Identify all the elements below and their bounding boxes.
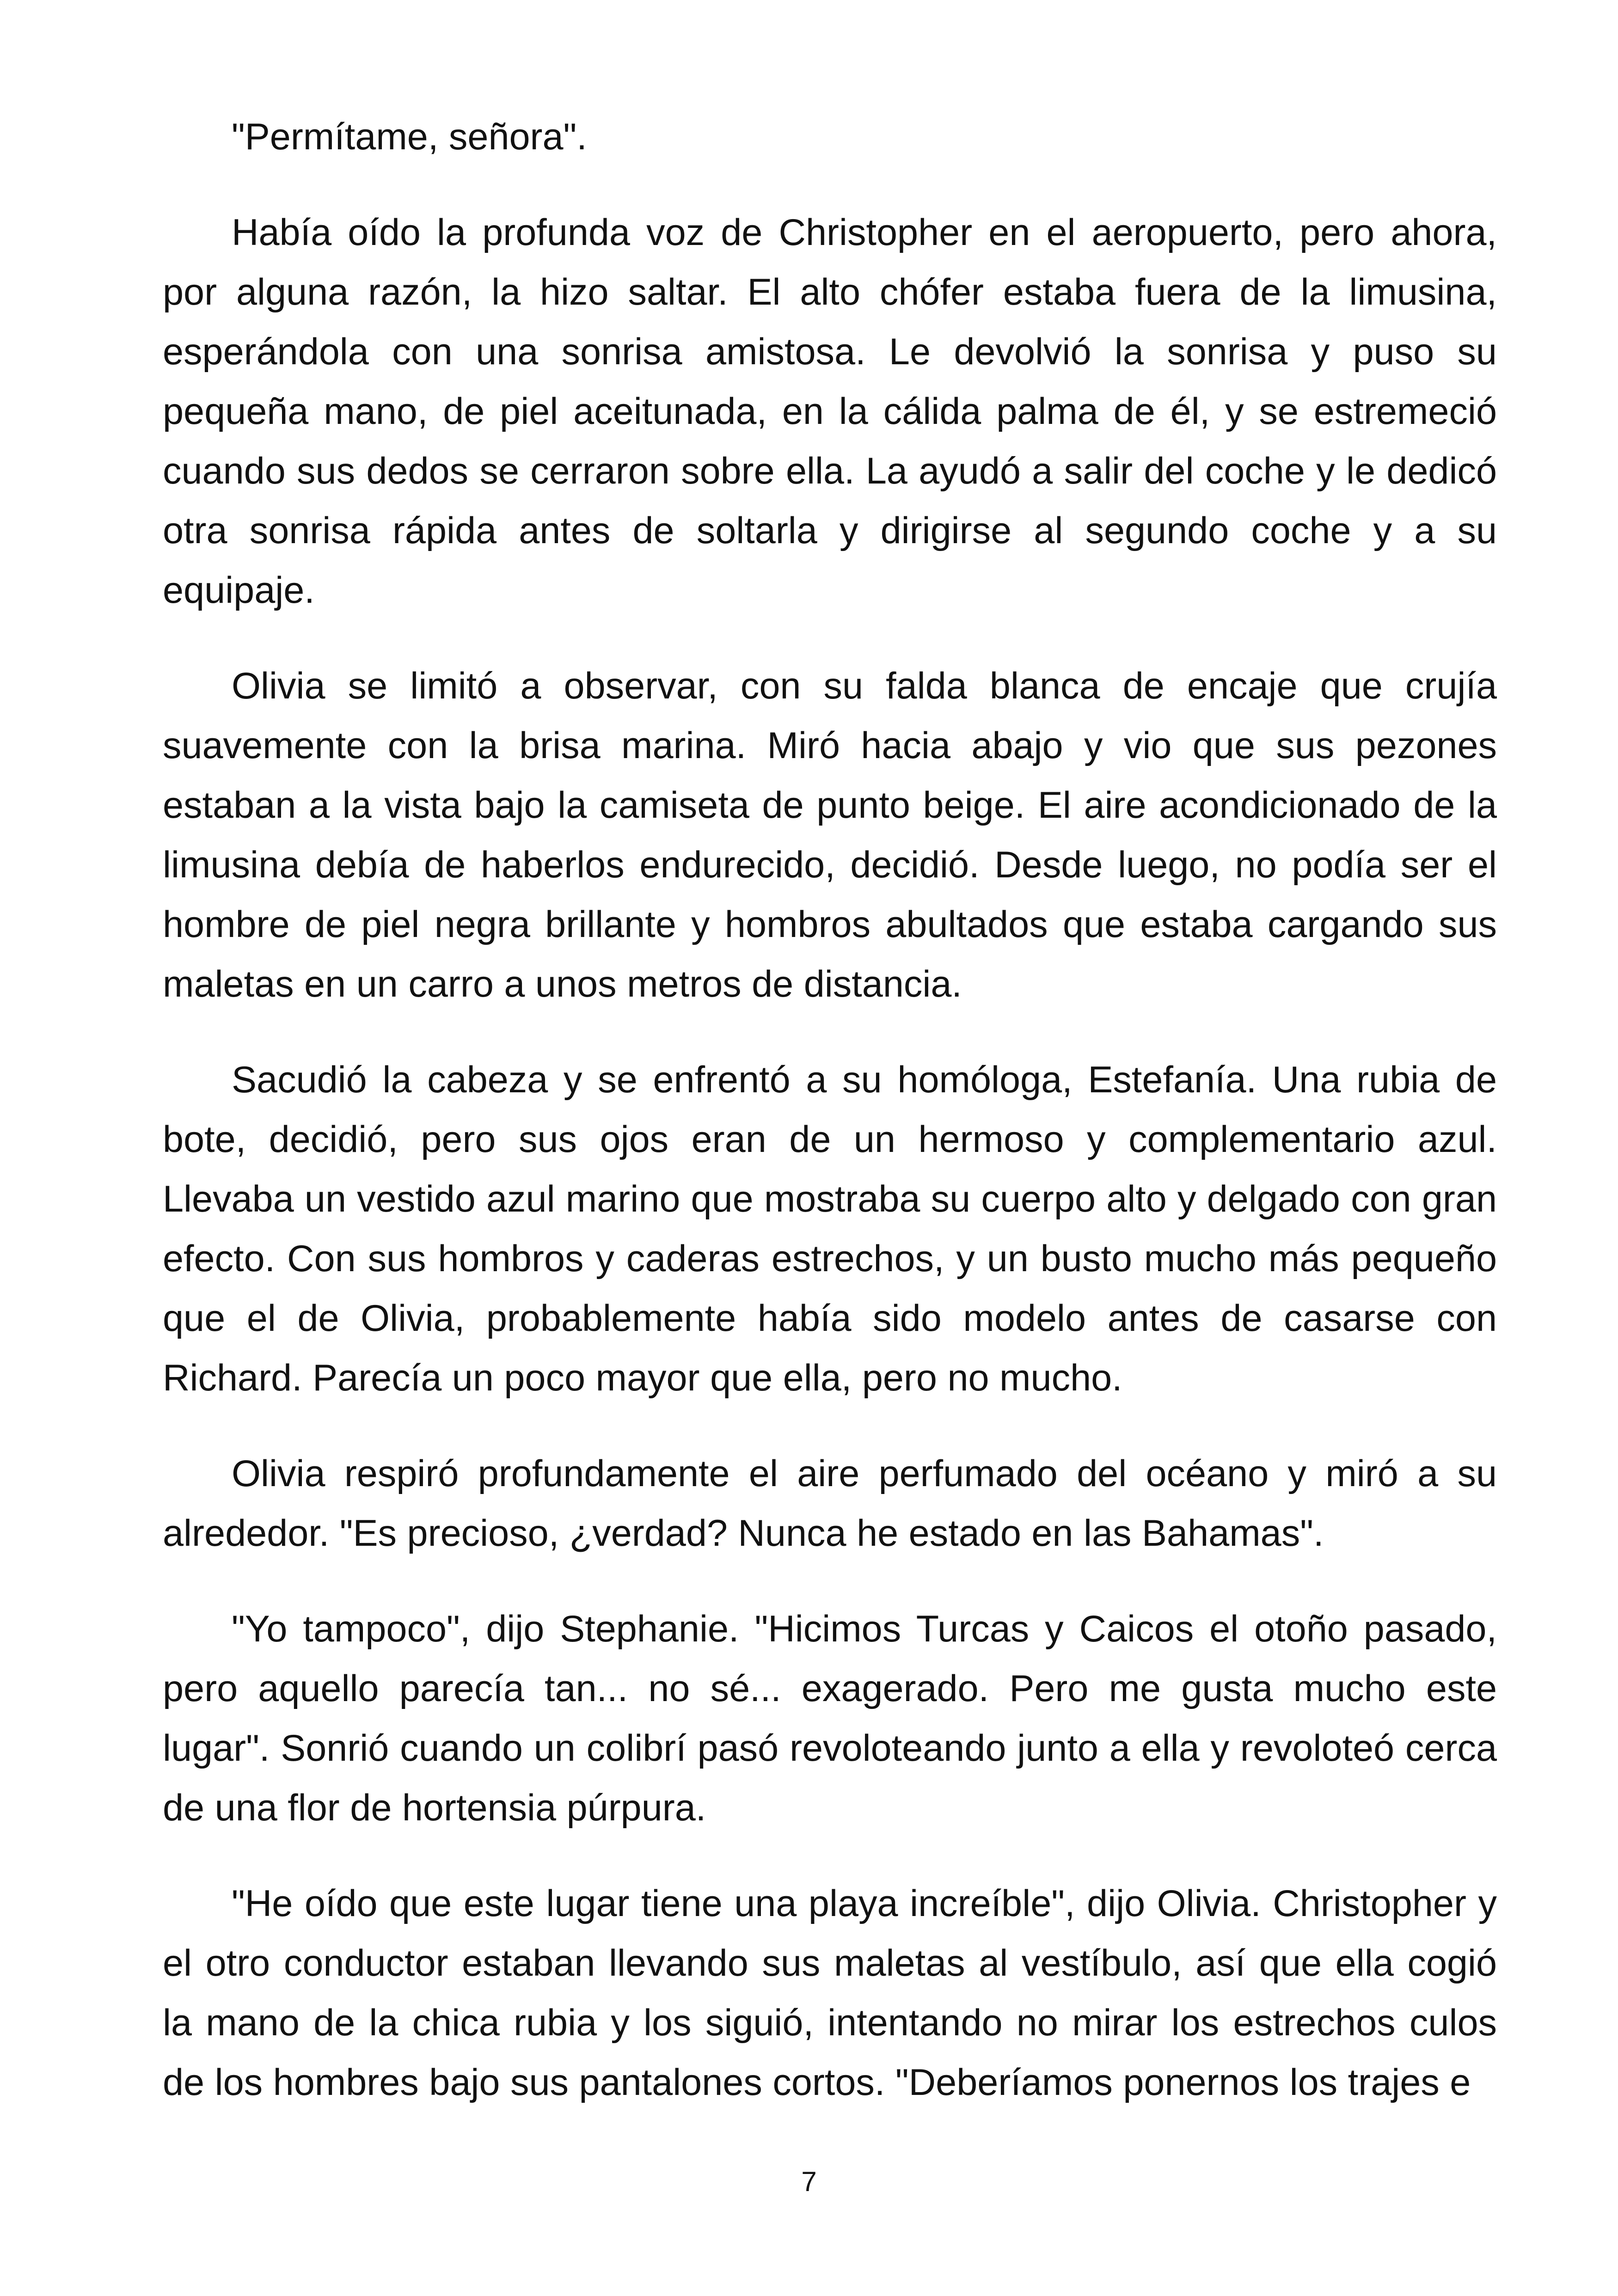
paragraph-5: Olivia respiró profundamente el aire perfumado del océano y miró a su alrededor. "Es precioso, ¿verdad? Nunca he estado en las Bahamas". <box>163 1453 1497 1554</box>
paragraph-2: Había oído la profunda voz de Christopher en el aeropuerto, pero ahora, por alguna razón, la hizo saltar. El alto chófer estaba fuera de la limusina, esperándola con una sonrisa amistosa. Le devolvió la sonrisa y puso su pequeña mano, de piel aceitunada, en la cálida palma de él, y se estremeció cuando sus dedos se cerraron sobre ella. La ayudó a salir del coche y le dedicó otra sonrisa rápida antes de soltarla y dirigirse al segundo coche y a su equipaje. <box>163 212 1497 611</box>
paragraph-7: "He oído que este lugar tiene una playa increíble", dijo Olivia. Christopher y el otro conductor estaban llevando sus maletas al vestíbulo, así que ella cogió la mano de la chica rubia y los siguió, intentando no mirar los estrechos culos de los hombres bajo sus pantalones cortos. "Deberíamos ponernos los trajes e <box>163 1883 1497 2103</box>
paragraph-1: "Permítame, señora". <box>232 116 587 158</box>
paragraph-3: Olivia se limitó a observar, con su falda blanca de encaje que crujía suavemente con la brisa marina. Miró hacia abajo y vio que sus pezones estaban a la vista bajo la camiseta de punto beige. El aire acondicionado de la limusina debía de haberlos endurecido, decidió. Desde luego, no podía ser el hombre de piel negra brillante y hombros abultados que estaba cargando sus maletas en un carro a unos metros de distancia. <box>163 665 1497 1005</box>
paragraph-6: "Yo tampoco", dijo Stephanie. "Hicimos Turcas y Caicos el otoño pasado, pero aquello parecía tan... no sé... exagerado. Pero me gusta mucho este lugar". Sonrió cuando un colibrí pasó revoloteando junto a ella y revoloteó cerca de una flor de hortensia púrpura. <box>163 1608 1497 1829</box>
paragraph-4: Sacudió la cabeza y se enfrentó a su homóloga, Estefanía. Una rubia de bote, decidió, pero sus ojos eran de un hermoso y complementario azul. Llevaba un vestido azul marino que mostraba su cuerpo alto y delgado con gran efecto. Con sus hombros y caderas estrechos, y un busto mucho más pequeño que el de Olivia, probablemente había sido modelo antes de casarse con Richard. Parecía un poco mayor que ella, pero no mucho. <box>163 1059 1497 1399</box>
page-number: 7 <box>801 2166 817 2197</box>
body-text <box>163 107 1497 2149</box>
